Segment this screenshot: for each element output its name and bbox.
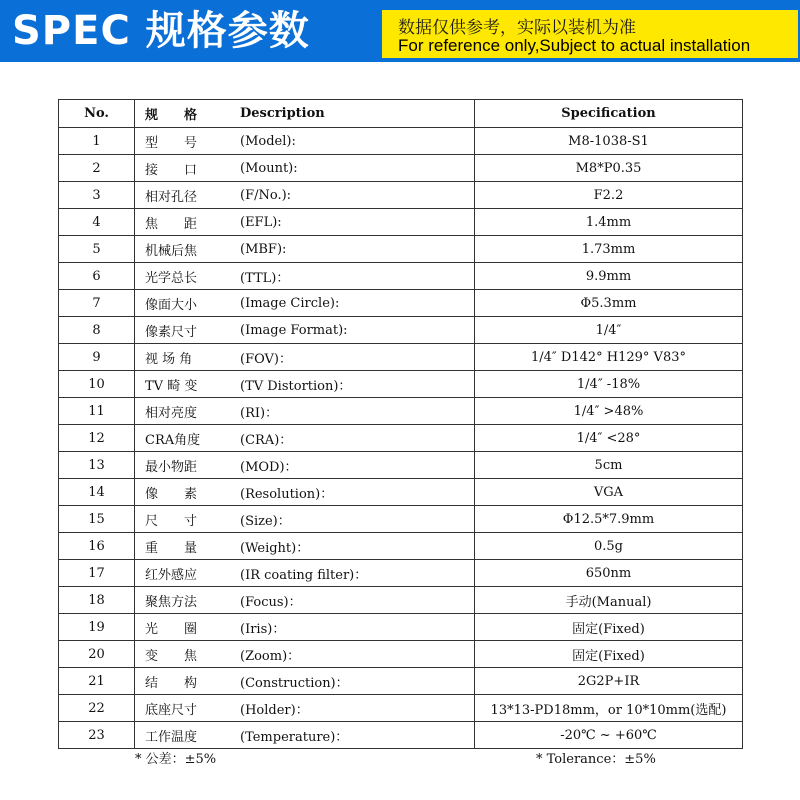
cell-no: 16: [59, 533, 135, 560]
cell-no: 15: [59, 506, 135, 533]
cell-no: 13: [59, 452, 135, 479]
cell-no: 14: [59, 479, 135, 506]
cell-description: (Focus)：: [240, 587, 475, 614]
cell-name: 像 素: [135, 479, 241, 506]
cell-no: 11: [59, 398, 135, 425]
cell-description: (CRA)：: [240, 425, 475, 452]
cell-no: 8: [59, 317, 135, 344]
cell-specification: 1/4″ -18%: [475, 371, 743, 398]
cell-description: (F/No.):: [240, 182, 475, 209]
table-row: [59, 452, 743, 479]
reference-note-en: For reference only,Subject to actual installation: [398, 36, 751, 55]
cell-no: 3: [59, 182, 135, 209]
cell-description: (Resolution)：: [240, 479, 475, 506]
table-row: [59, 695, 743, 722]
cell-no: 12: [59, 425, 135, 452]
cell-no: 9: [59, 344, 135, 371]
cell-specification: 1.73mm: [475, 236, 743, 263]
table-header-row: [59, 100, 743, 128]
table-row: [59, 128, 743, 155]
cell-name: 红外感应: [135, 560, 241, 587]
header-name: 规 格: [135, 100, 241, 128]
cell-specification: -20℃ ~ +60℃: [475, 722, 743, 749]
tolerance-cn: * 公差：±5%: [135, 752, 217, 767]
header-specification: Specification: [475, 100, 743, 128]
cell-description: (Zoom)：: [240, 641, 475, 668]
cell-description: (Model):: [240, 128, 475, 155]
table-row: [59, 668, 743, 695]
table-row: [59, 290, 743, 317]
cell-specification: 固定(Fixed): [475, 614, 743, 641]
cell-description: (Temperature)：: [240, 722, 475, 749]
cell-no: 18: [59, 587, 135, 614]
table-row: [59, 155, 743, 182]
cell-description: (Weight)：: [240, 533, 475, 560]
cell-specification: M8*P0.35: [475, 155, 743, 182]
table-row: [59, 236, 743, 263]
cell-specification: 2G2P+IR: [475, 668, 743, 695]
cell-no: 19: [59, 614, 135, 641]
table-row: [59, 533, 743, 560]
table-row: [59, 344, 743, 371]
cell-no: 21: [59, 668, 135, 695]
spec-table: [58, 99, 743, 749]
cell-description: (FOV)：: [240, 344, 475, 371]
cell-specification: 0.5g: [475, 533, 743, 560]
cell-specification: 13*13-PD18mm，or 10*10mm(选配): [475, 695, 743, 722]
cell-specification: 手动(Manual): [475, 587, 743, 614]
reference-note-cn: 数据仅供参考，实际以装机为准: [398, 18, 636, 38]
cell-no: 20: [59, 641, 135, 668]
cell-name: 接 口: [135, 155, 241, 182]
table-row: [59, 182, 743, 209]
table-row: [59, 263, 743, 290]
cell-name: 尺 寸: [135, 506, 241, 533]
cell-name: 重 量: [135, 533, 241, 560]
cell-no: 7: [59, 290, 135, 317]
table-row: [59, 506, 743, 533]
table-row: [59, 560, 743, 587]
table-row: [59, 641, 743, 668]
table-row: [59, 614, 743, 641]
cell-description: (MOD)：: [240, 452, 475, 479]
cell-description: (Size)：: [240, 506, 475, 533]
cell-name: 相对亮度: [135, 398, 241, 425]
table-row: [59, 398, 743, 425]
cell-no: 17: [59, 560, 135, 587]
table-row: [59, 722, 743, 749]
cell-description: (Iris)：: [240, 614, 475, 641]
cell-name: 光学总长: [135, 263, 241, 290]
cell-specification: 1/4″ D142° H129° V83°: [475, 344, 743, 371]
cell-no: 22: [59, 695, 135, 722]
header-banner: [0, 0, 800, 62]
cell-specification: 1/4″ <28°: [475, 425, 743, 452]
tolerance-en: * Tolerance：±5%: [536, 752, 656, 767]
cell-description: (RI)：: [240, 398, 475, 425]
table-row: [59, 587, 743, 614]
cell-name: 结 构: [135, 668, 241, 695]
table-row: [59, 317, 743, 344]
cell-description: (TV Distortion)：: [240, 371, 475, 398]
cell-name: TV 畸 变: [135, 371, 241, 398]
cell-name: 像素尺寸: [135, 317, 241, 344]
cell-name: 焦 距: [135, 209, 241, 236]
cell-name: 最小物距: [135, 452, 241, 479]
cell-name: 视 场 角: [135, 344, 241, 371]
cell-specification: Φ5.3mm: [475, 290, 743, 317]
cell-description: (TTL)：: [240, 263, 475, 290]
cell-specification: 1.4mm: [475, 209, 743, 236]
spec-table-body: [59, 128, 743, 749]
cell-specification: VGA: [475, 479, 743, 506]
cell-no: 23: [59, 722, 135, 749]
cell-name: 聚焦方法: [135, 587, 241, 614]
cell-specification: M8-1038-S1: [475, 128, 743, 155]
cell-description: (MBF):: [240, 236, 475, 263]
cell-name: CRA角度: [135, 425, 241, 452]
cell-description: (Holder)：: [240, 695, 475, 722]
reference-note: [382, 10, 798, 58]
cell-no: 4: [59, 209, 135, 236]
page-title: SPEC 规格参数: [12, 8, 310, 54]
table-row: [59, 371, 743, 398]
cell-name: 变 焦: [135, 641, 241, 668]
cell-specification: 1/4″ >48%: [475, 398, 743, 425]
cell-name: 型 号: [135, 128, 241, 155]
cell-name: 光 圈: [135, 614, 241, 641]
cell-description: (Image Format):: [240, 317, 475, 344]
cell-no: 5: [59, 236, 135, 263]
cell-name: 底座尺寸: [135, 695, 241, 722]
cell-specification: 1/4″: [475, 317, 743, 344]
cell-no: 2: [59, 155, 135, 182]
cell-specification: Φ12.5*7.9mm: [475, 506, 743, 533]
cell-no: 6: [59, 263, 135, 290]
cell-description: (Image Circle):: [240, 290, 475, 317]
cell-specification: 650nm: [475, 560, 743, 587]
cell-name: 工作温度: [135, 722, 241, 749]
table-row: [59, 479, 743, 506]
cell-name: 机械后焦: [135, 236, 241, 263]
cell-name: 相对孔径: [135, 182, 241, 209]
header-description: Description: [240, 100, 475, 128]
cell-no: 10: [59, 371, 135, 398]
cell-description: (Mount):: [240, 155, 475, 182]
cell-specification: F2.2: [475, 182, 743, 209]
cell-description: (EFL):: [240, 209, 475, 236]
cell-specification: 固定(Fixed): [475, 641, 743, 668]
cell-specification: 5cm: [475, 452, 743, 479]
cell-no: 1: [59, 128, 135, 155]
cell-description: (IR coating filter)：: [240, 560, 475, 587]
cell-specification: 9.9mm: [475, 263, 743, 290]
header-no: No.: [59, 100, 135, 128]
table-row: [59, 209, 743, 236]
table-row: [59, 425, 743, 452]
cell-description: (Construction)：: [240, 668, 475, 695]
cell-name: 像面大小: [135, 290, 241, 317]
